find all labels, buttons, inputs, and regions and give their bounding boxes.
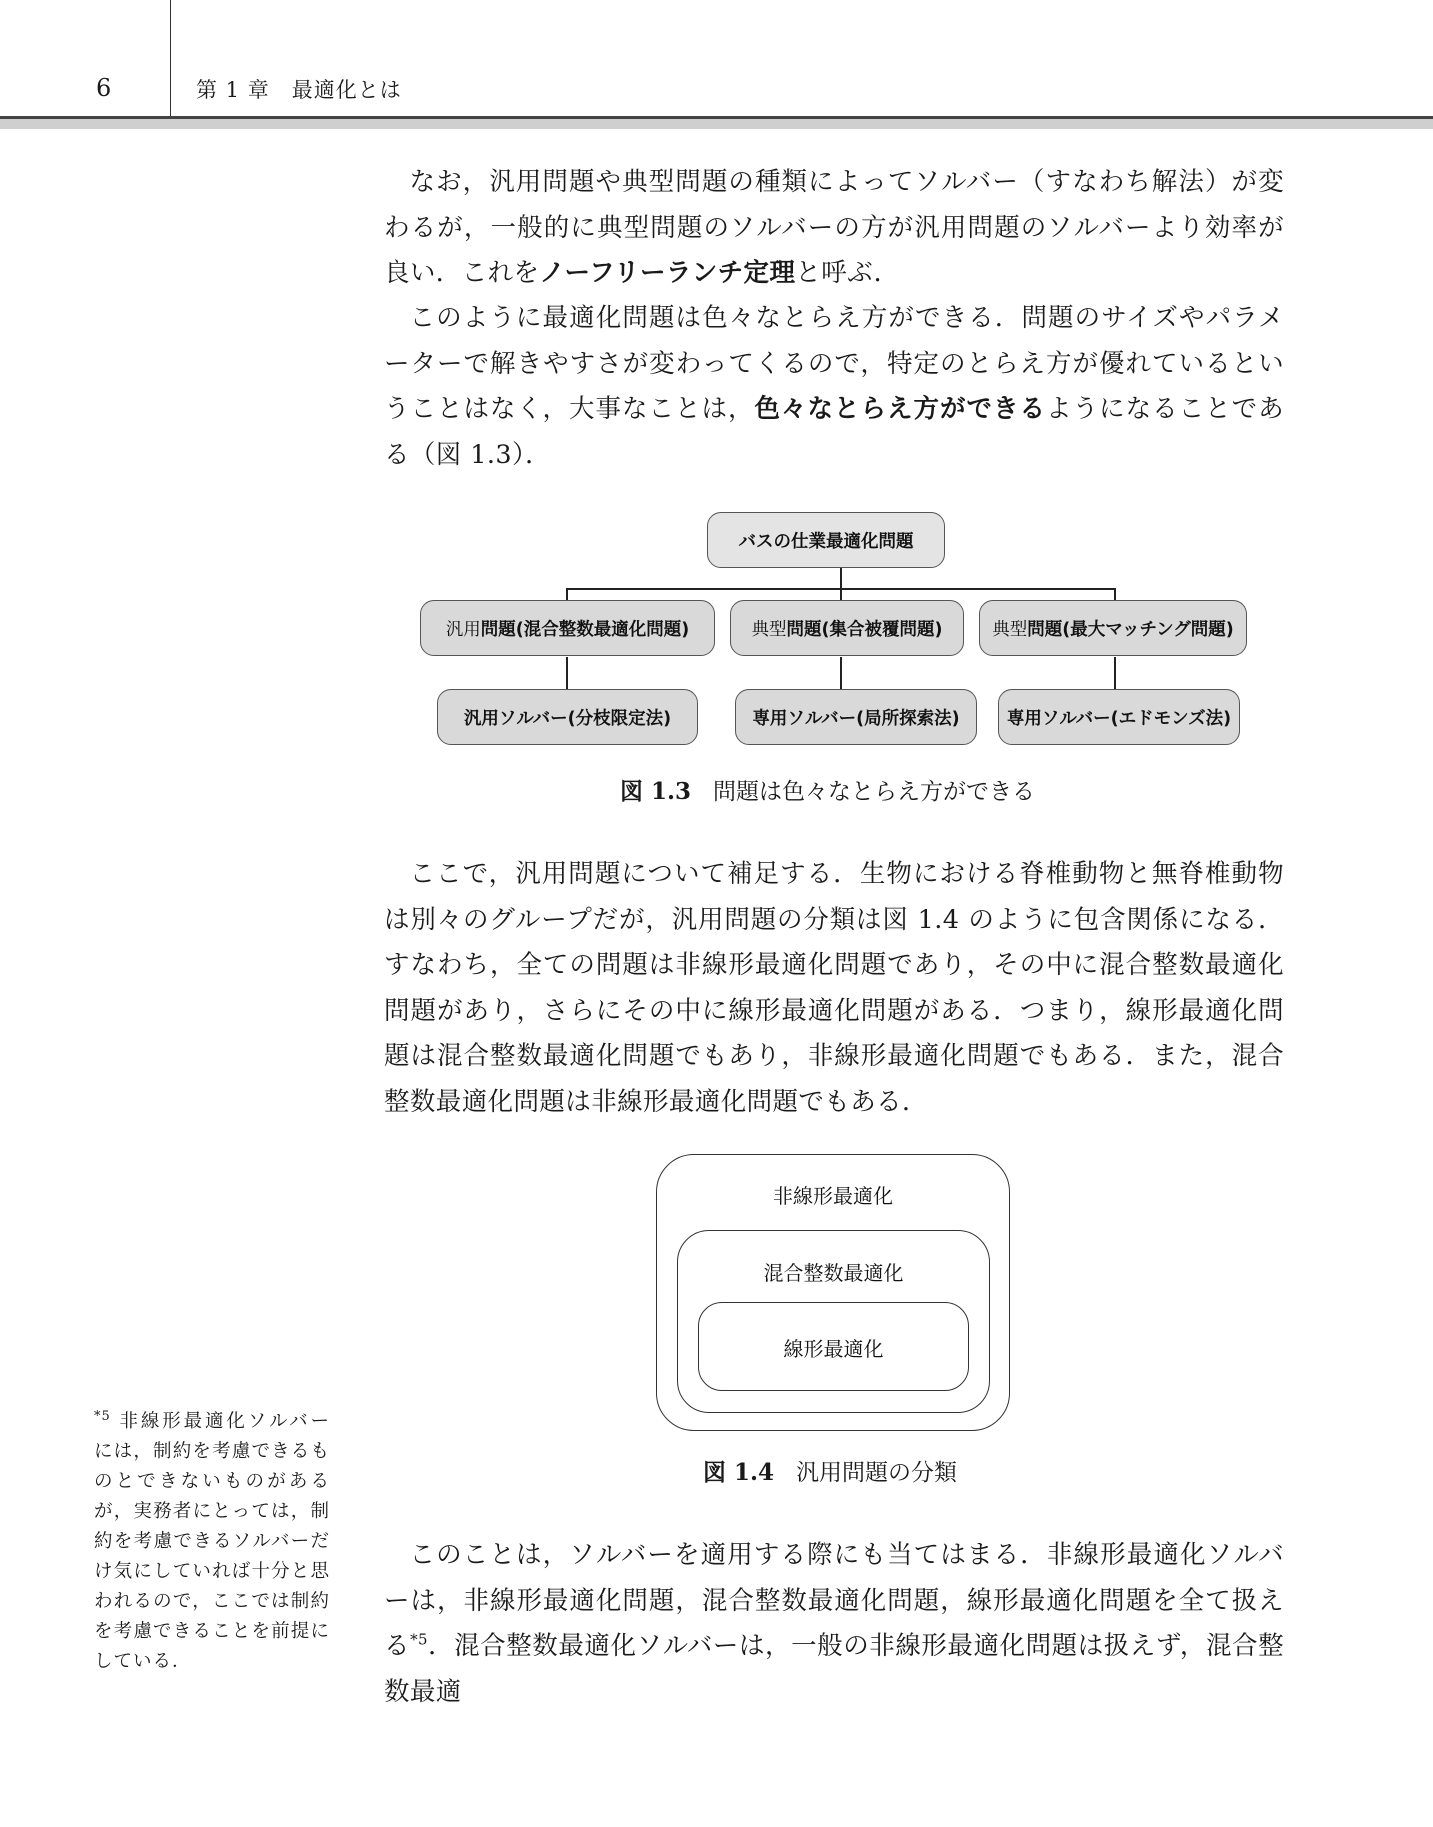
paragraph-text: と呼ぶ． bbox=[795, 258, 900, 288]
paragraph-4 bbox=[384, 1533, 1284, 1715]
node-local-search-solver: 専用ソルバー(局所探索法) bbox=[735, 689, 977, 745]
set-label: 線形最適化 bbox=[783, 1337, 884, 1361]
header-band bbox=[0, 119, 1433, 129]
caption-number: 図 1.4 bbox=[703, 1459, 775, 1486]
connector-line bbox=[566, 657, 568, 689]
paragraph-text: ．混合整数最適化ソルバーは，一般の非線形最適化問題は扱えず，混合整数最適 bbox=[384, 1631, 1284, 1707]
node-lite-text: 典型 bbox=[751, 619, 787, 640]
connector-line bbox=[840, 657, 842, 689]
paragraph-text: なお，汎用問題や典型問題の種類によってソルバー（すなわち解法）が変わるが，一般的に典型問題のソルバーの方が汎用問題のソルバーより効率が良い．これを bbox=[384, 167, 1284, 288]
set-label: 非線形最適化 bbox=[773, 1184, 893, 1208]
paragraph-1 bbox=[384, 160, 1284, 297]
set-label: 混合整数最適化 bbox=[763, 1261, 904, 1285]
caption-text: 問題は色々なとらえ方ができる bbox=[713, 779, 1036, 805]
footnote-mark: *5 bbox=[94, 1408, 111, 1424]
node-typical-set-cover bbox=[730, 600, 964, 656]
footnote bbox=[94, 1407, 330, 1677]
figure-caption bbox=[703, 1454, 957, 1487]
node-lite-text: 典型 bbox=[992, 619, 1028, 640]
connector-line bbox=[1114, 657, 1116, 689]
page-number: 6 bbox=[96, 74, 112, 102]
node-general-problem bbox=[420, 600, 715, 656]
node-edmonds-solver: 専用ソルバー(エドモンズ法) bbox=[998, 689, 1240, 745]
paragraph-3: ここで，汎用問題について補足する．生物における脊椎動物と無脊椎動物は別々のグループだが，汎用問題の分類は図 1.4 のように包含関係になる．すなわち，全ての問題は非線形最適化問題であり，その中に混合整数最適化問題があり，さらにその中に線形最適化問題がある．つまり，線形最適化問題は混合整数最適化問題でもあり，非線形最適化問題でもある．また，混合整数最適化問題は非線形最適化問題でもある． bbox=[384, 859, 1284, 1117]
paragraph-text: このように最適化問題は色々なとらえ方ができる．問題のサイズやパラメーターで解きやすさが変わってくるので，特定のとらえ方が優れているということはなく，大事なことは， bbox=[384, 303, 1284, 424]
figure-caption bbox=[620, 773, 1035, 806]
paragraph-text: ようになることである（図 1.3）． bbox=[384, 394, 1284, 470]
connector-line bbox=[840, 568, 842, 589]
header-divider bbox=[170, 0, 171, 118]
paragraph-text: このことは，ソルバーを適用する際にも当てはまる．非線形最適化ソルバーは，非線形最適化問題，混合整数最適化問題，線形最適化問題を全て扱える bbox=[384, 1540, 1284, 1661]
paragraph-2 bbox=[384, 296, 1284, 478]
node-bold-text: 問題(集合被覆問題) bbox=[786, 619, 943, 640]
node-bold-text: 問題(最大マッチング問題) bbox=[1027, 619, 1234, 640]
term-no-free-lunch: ノーフリーランチ定理 bbox=[539, 258, 796, 288]
node-lite-text: 汎用 bbox=[445, 619, 481, 640]
set-linear bbox=[698, 1302, 969, 1391]
node-bold-text: 問題(混合整数最適化問題) bbox=[480, 619, 690, 640]
caption-number: 図 1.3 bbox=[620, 778, 692, 805]
footnote-ref[interactable]: *5 bbox=[410, 1630, 428, 1649]
footnote-text: 非線形最適化ソルバーには，制約を考慮できるものとできないものがあるが，実務者にとっては，制約を考慮できるソルバーだけ気にしていれば十分と思われるので，ここでは制約を考慮できることを前提にしている． bbox=[94, 1411, 330, 1672]
node-root: バスの仕業最適化問題 bbox=[707, 512, 945, 568]
caption-text: 汎用問題の分類 bbox=[796, 1460, 958, 1486]
emphasis-text: 色々なとらえ方ができる bbox=[754, 394, 1047, 424]
chapter-title: 第 1 章 最適化とは bbox=[196, 78, 402, 102]
node-general-solver: 汎用ソルバー(分枝限定法) bbox=[437, 689, 698, 745]
node-typical-matching bbox=[979, 600, 1247, 656]
